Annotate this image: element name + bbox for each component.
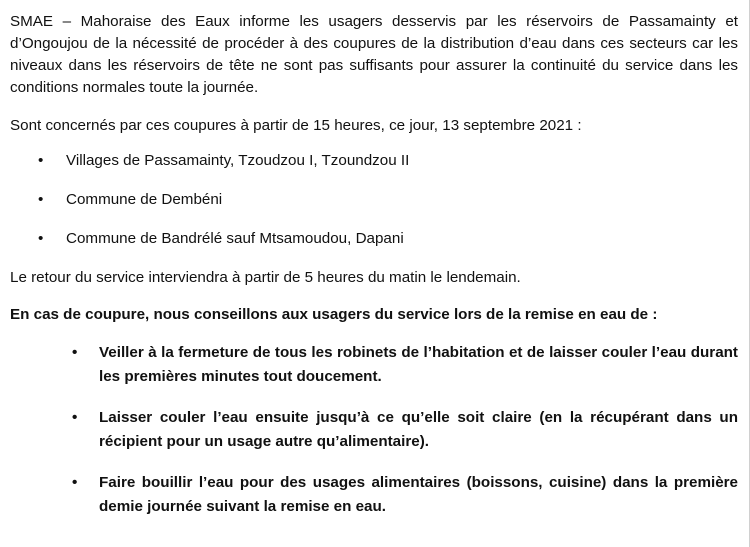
bullet-icon: • — [72, 409, 78, 426]
bullet-icon: • — [38, 191, 44, 208]
zone-label: Commune de Bandrélé sauf Mtsamoudou, Dapani — [66, 230, 404, 247]
return-paragraph: Le retour du service interviendra à partir de 5 heures du matin le lendemain. — [10, 269, 521, 286]
list-item — [10, 228, 739, 250]
zone-label: Commune de Dembéni — [66, 191, 223, 208]
bullet-icon: • — [38, 152, 44, 169]
list-item — [10, 406, 738, 454]
advice-text: Laisser couler l’eau ensuite jusqu’à ce qu’elle soit claire (en la récupérant dans un récipient pour un usage autre qu’alimentaire). — [99, 409, 738, 450]
list-item — [10, 189, 739, 211]
bullet-icon: • — [72, 344, 78, 361]
list-item — [10, 150, 739, 172]
zone-label: Villages de Passamainty, Tzoudzou I, Tzoundzou II — [66, 152, 410, 169]
bullet-icon: • — [38, 230, 44, 247]
list-item — [10, 471, 738, 519]
list-item — [10, 341, 738, 389]
affected-zones-list — [10, 150, 739, 250]
advice-title: En cas de coupure, nous conseillons aux usagers du service lors de la remise en eau de : — [10, 306, 658, 323]
bullet-icon: • — [72, 474, 78, 491]
concerned-paragraph: Sont concernés par ces coupures à partir de 15 heures, ce jour, 13 septembre 2021 : — [10, 117, 582, 134]
advice-list — [10, 341, 739, 519]
advice-text: Faire bouillir l’eau pour des usages alimentaires (boissons, cuisine) dans la première demie journée suivant la remise en eau. — [99, 474, 738, 515]
intro-paragraph: SMAE – Mahoraise des Eaux informe les usagers desservis par les réservoirs de Passamainty et d’Ongoujou de la nécessité de procéder à des coupures de la distribution d’eau dans ces secteurs car les niveaux dans les réservoirs de tête ne sont pas suffisants pour assurer la continuité du service dans les conditions normales toute la journée. — [10, 13, 738, 96]
advice-text: Veiller à la fermeture de tous les robinets de l’habitation et de laisser couler l’eau durant les premières minutes tout doucement. — [99, 344, 738, 385]
